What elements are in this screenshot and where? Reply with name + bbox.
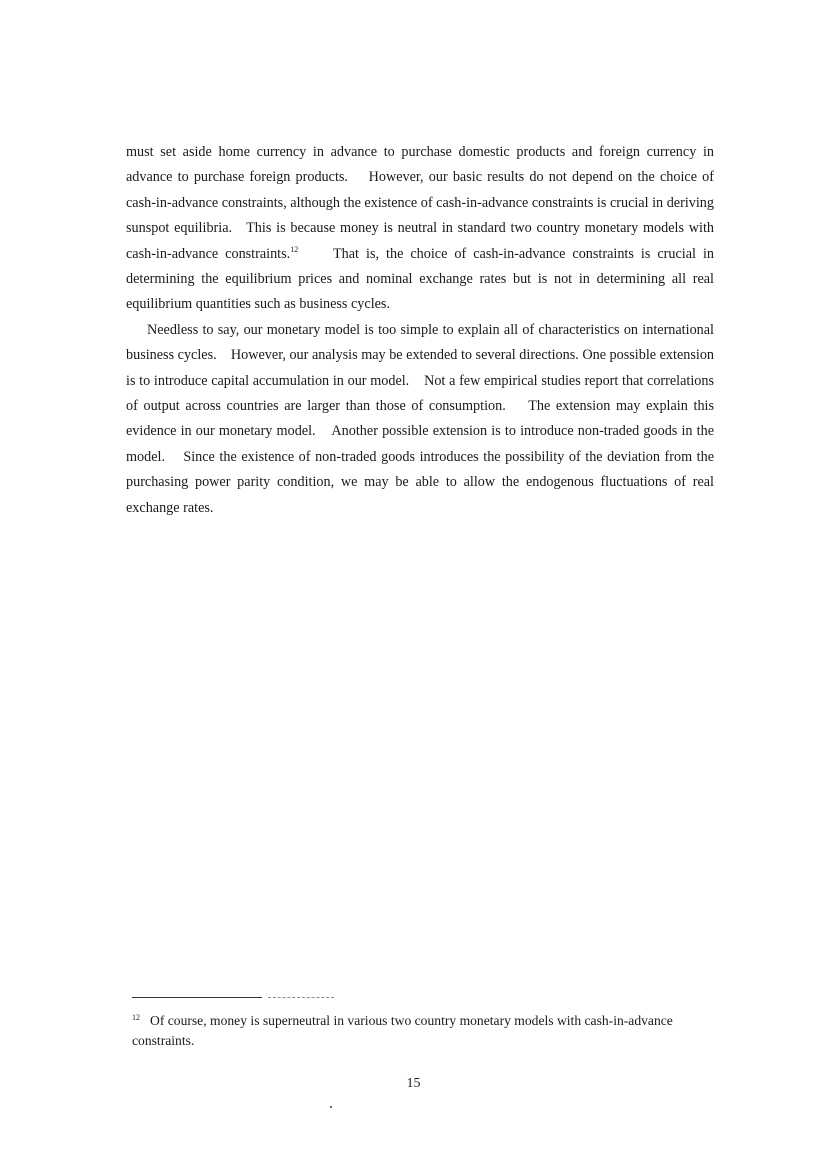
paragraph-1-sentence-4: This is because money is neutral in standard two country monetary models with cash-in-advance constraints. — [126, 220, 714, 262]
footnote-reference: 12 — [290, 244, 299, 254]
paragraph-1 — [126, 140, 714, 318]
paragraph-2-sentence-2: However, our analysis may be extended to several directions. — [230, 347, 579, 364]
paragraph-1-sentence-3: However, our basic results do not depend on the choice of cash-in-advance constraints, although the existence of cash-in-advance constraints is crucial in deriving sunspot equilibria. — [126, 169, 714, 237]
paragraph-2-sentence-5: The extension may explain this evidence in our monetary model. — [126, 398, 715, 440]
paragraph-2 — [126, 318, 714, 521]
paragraph-2-sentence-1: Needless to say, our monetary model is too simple to explain all of characteristics on international business cycles. — [126, 321, 714, 364]
footnote-text: Of course, money is superneutral in various two country monetary models with cash-in-advance constraints. — [132, 1013, 673, 1048]
page-number: 15 — [406, 1076, 421, 1091]
footnote — [132, 1008, 702, 1051]
paragraph-2-sentence-7: Since the existence of non-traded goods introduces the possibility of the deviation from the purchasing power parity condition, we may be able to allow the endogenous fluctuations of real exchange rates. — [126, 448, 715, 516]
footnote-separator — [132, 997, 262, 998]
paragraph-2-sentence-6: Another possible extension is to introduce non-traded goods in the model. — [126, 423, 714, 465]
body-text — [126, 140, 714, 521]
paragraph-2-sentence-3: One possible extension is to introduce capital accumulation in our model. — [126, 347, 715, 389]
paragraph-1-line-1: must set aside home currency in advance to purchase domestic products and foreign currency — [126, 144, 697, 160]
paragraph-2-sentence-4: Not a few empirical studies report that correlations of output across countries are larger than those of consumption. — [126, 372, 714, 415]
paragraph-1-line-2: in advance to purchase foreign products. — [126, 144, 714, 186]
scan-speck — [330, 1106, 332, 1108]
footnote-mark: 12 — [132, 1013, 140, 1022]
footnote-separator-tail — [268, 997, 334, 998]
paragraph-1-sentence-5: That is, the choice of cash-in-advance constraints is crucial in determining the equilibrium prices and nominal exchange rates but is not in determining all real equilibrium quantities such as business cycles. — [126, 245, 714, 313]
